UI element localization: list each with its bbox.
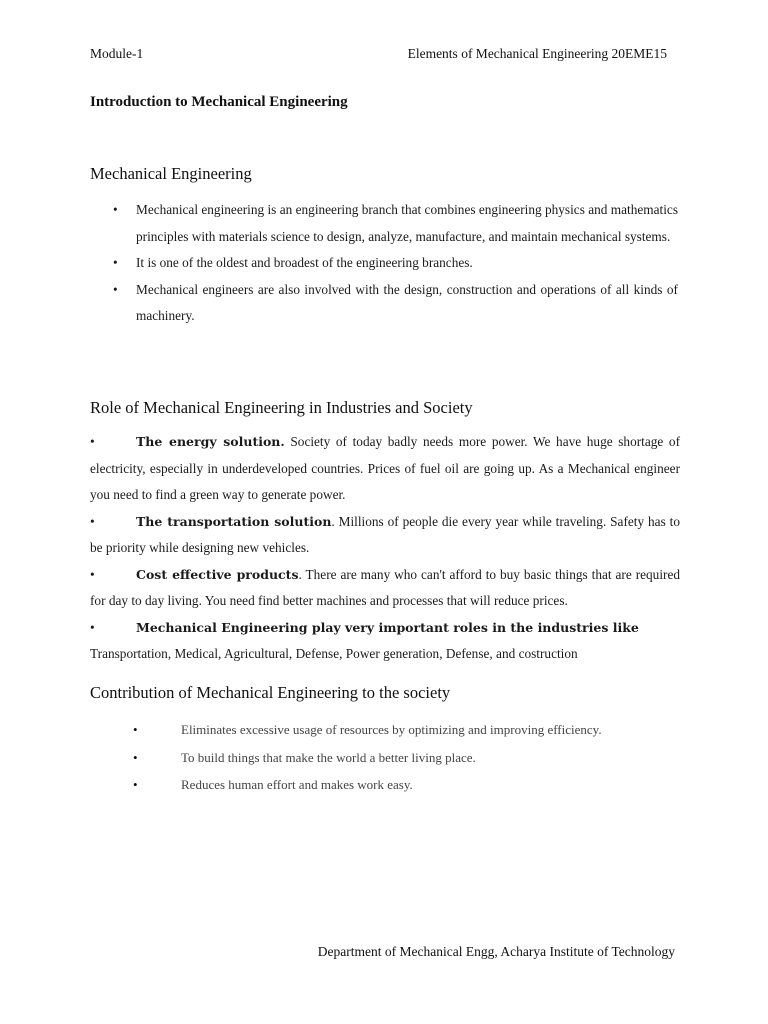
- bullet-icon: •: [113, 281, 118, 297]
- list-item: [90, 509, 680, 562]
- list-item-text: It is one of the oldest and broadest of the engineering branches.: [136, 255, 473, 270]
- list-item-bold-label: The energy solution.: [136, 434, 285, 449]
- list-item-text: To build things that make the world a better living place.: [181, 749, 476, 765]
- header-module-label: Module-1: [90, 46, 144, 61]
- list-item: [113, 277, 678, 330]
- list-item-bold-label: Mechanical Engineering play very important roles in the industries like: [136, 619, 639, 635]
- contribution-bullet-list: [133, 716, 678, 799]
- bullet-icon: •: [90, 566, 95, 582]
- list-item-bold-label: Cost effective products: [136, 566, 299, 582]
- list-item-text: Eliminates excessive usage of resources by optimizing and improving efficiency.: [181, 722, 602, 737]
- list-item: [133, 716, 678, 744]
- list-item: [133, 744, 678, 772]
- bullet-icon: •: [90, 434, 95, 449]
- list-item: [90, 562, 680, 615]
- bullet-icon: •: [133, 777, 138, 792]
- bullet-icon: •: [113, 202, 118, 217]
- bullet-icon: •: [90, 619, 95, 635]
- header-course-title: Elements of Mechanical Engineering 20EME15: [407, 46, 667, 61]
- bullet-icon: •: [133, 749, 138, 765]
- role-bullet-list: [90, 429, 680, 668]
- list-item: [90, 615, 680, 642]
- list-item-text: Mechanical engineering is an engineering branch that combines engineering physics and mathematics principles with materials science to design, analyze, manufacture, and maintain mechanical systems.: [136, 202, 678, 244]
- section-heading-mechanical-engineering: Mechanical Engineering: [90, 164, 252, 183]
- list-item: [90, 429, 680, 509]
- mechanical-engineering-bullet-list: [113, 197, 678, 330]
- page-title: Introduction to Mechanical Engineering: [90, 94, 348, 110]
- list-item: [113, 250, 678, 277]
- list-item-text: Reduces human effort and makes work easy.: [181, 777, 413, 792]
- list-item: [133, 771, 678, 799]
- list-item-text: Society of today badly needs more power. We have huge shortage of electricity, especially in underdeveloped countries. Prices of fuel oil are going up. As a Mechanical engineer you need to find a green way to generate power.: [90, 434, 681, 502]
- list-item-bold-label: The transportation solution: [136, 513, 332, 529]
- bullet-icon: •: [90, 513, 95, 529]
- list-item-text: Mechanical engineers are also involved with the design, construction and operations of all kinds of machinery.: [136, 281, 678, 323]
- list-item-text: . Millions of people die every year while traveling. Safety has to be priority while designing new vehicles.: [90, 513, 680, 555]
- section-heading-contribution: Contribution of Mechanical Engineering to the society: [90, 683, 451, 702]
- page-footer: Department of Mechanical Engg, Acharya Institute of Technology: [317, 944, 675, 959]
- industries-line: Transportation, Medical, Agricultural, Defense, Power generation, Defense, and costruction: [90, 646, 578, 661]
- bullet-icon: •: [133, 722, 138, 737]
- list-item: [113, 197, 678, 250]
- section-heading-role: Role of Mechanical Engineering in Industries and Society: [90, 398, 473, 417]
- list-item-text: . There are many who can't afford to buy basic things that are required for day to day living. You need find better machines and processes that will reduce prices.: [90, 566, 680, 608]
- bullet-icon: •: [113, 255, 118, 270]
